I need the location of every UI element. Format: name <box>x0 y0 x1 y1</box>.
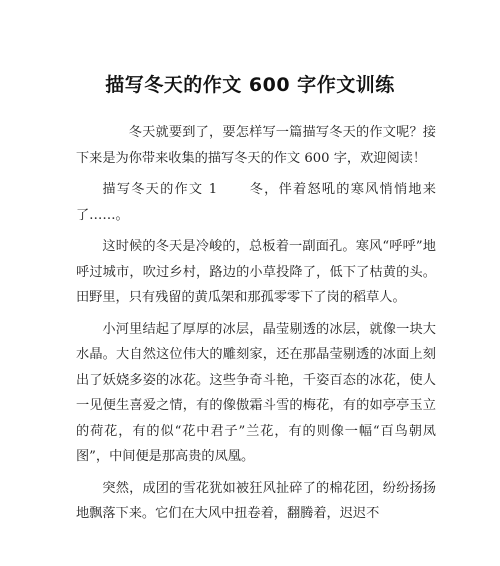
body-paragraph: 这时候的冬天是冷峻的，总板着一副面孔。寒风“呼呼”地呼过城市，吹过乡村，路边的小草投降了，低下了枯黄的头。田野里，只有残留的黄瓜架和那孤零零下了岗的稻草人。 <box>76 239 436 305</box>
essay-heading-paragraph: 描写冬天的作文 1 冬，伴着怒吼的寒风悄悄地来了……。 <box>76 182 436 223</box>
body-paragraph: 突然，成团的雪花犹如被狂风扯碎了的棉花团，纷纷扬扬地飘落下来。它们在大风中扭卷着，翻腾着，迟迟不 <box>76 480 436 521</box>
intro-paragraph: 冬天就要到了，要怎样写一篇描写冬天的作文呢？接下来是为你带来收集的描写冬天的作文 600 字，欢迎阅读！ <box>76 125 436 166</box>
document-title: 描写冬天的作文 600 字作文训练 <box>105 74 395 96</box>
document-body <box>76 120 436 533</box>
body-paragraph: 小河里结起了厚厚的冰层，晶莹剔透的冰层，就像一块大水晶。大自然这位伟大的雕刻家，还在那晶莹剔透的冰面上刻出了妖娆多姿的冰花。这些争奇斗艳，千姿百态的冰花，使人一见便生喜爱之情，有的像傲霜斗雪的梅花，有的如亭亭玉立的荷花，有的似“花中君子”兰花，有的则像一幅“百鸟朝凤图”，中间便是那高贵的凤凰。 <box>76 321 436 464</box>
